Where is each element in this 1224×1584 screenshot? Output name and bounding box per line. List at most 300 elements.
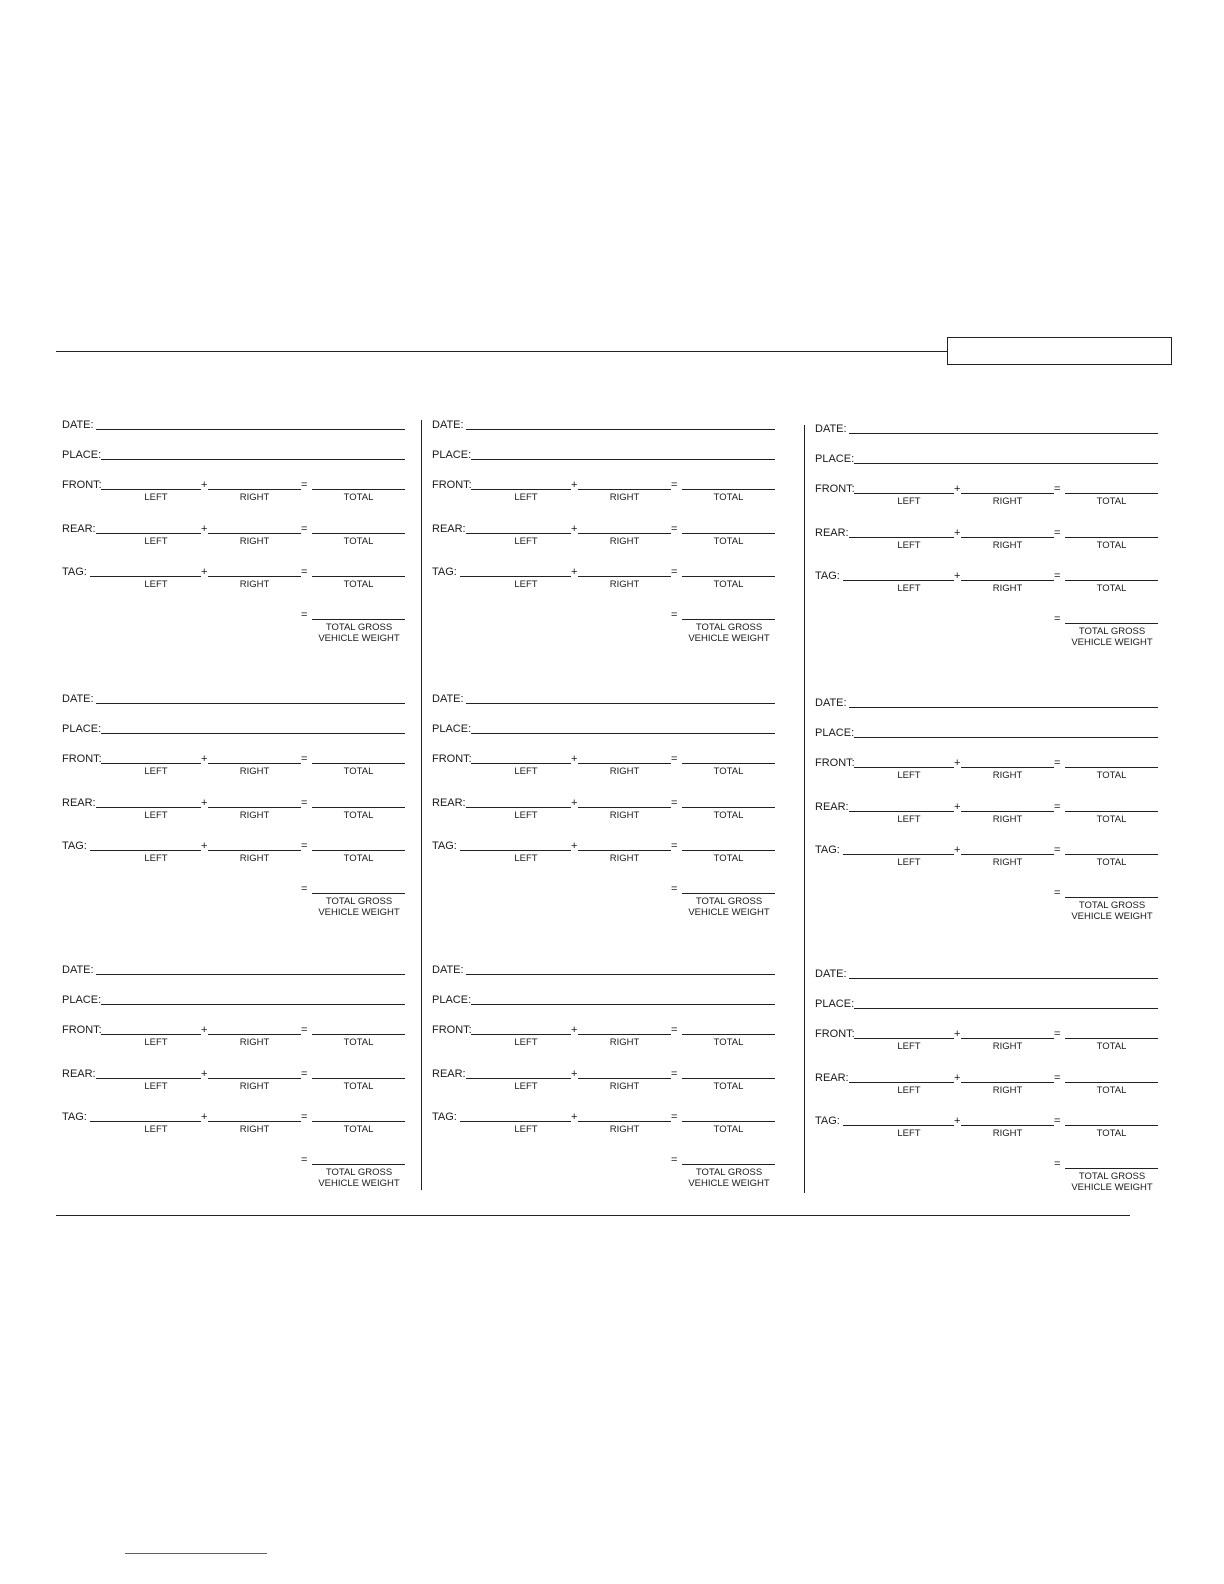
rear-total-field[interactable] (682, 533, 775, 534)
plus-sign: + (954, 527, 961, 539)
equals-sign: = (301, 1024, 308, 1036)
rear-right-field[interactable] (578, 533, 671, 534)
plus-sign: + (571, 1068, 578, 1080)
equals-sign: = (671, 609, 678, 621)
left-caption: LEFT (514, 579, 538, 590)
tag-total-field[interactable] (312, 1121, 405, 1122)
right-caption: RIGHT (609, 492, 640, 503)
gross-caption-line2: VEHICLE WEIGHT (1071, 911, 1153, 922)
gross-weight-caption (682, 622, 776, 644)
gross-caption-line1: TOTAL GROSS (325, 1167, 393, 1178)
equals-sign: = (1054, 1115, 1061, 1127)
place-field[interactable] (101, 733, 405, 734)
left-caption: LEFT (514, 1124, 538, 1135)
front-left-field[interactable] (854, 1038, 954, 1039)
place-field[interactable] (471, 733, 775, 734)
weight-record-3 (815, 423, 1159, 663)
front-left-field[interactable] (854, 767, 954, 768)
front-label: FRONT: (432, 479, 472, 491)
right-caption: RIGHT (239, 579, 270, 590)
rear-total-field[interactable] (1065, 811, 1158, 812)
right-caption: RIGHT (239, 810, 270, 821)
gross-caption-line1: TOTAL GROSS (695, 896, 763, 907)
rear-left-field[interactable] (96, 1078, 201, 1079)
weight-record-9 (815, 968, 1159, 1208)
front-total-field[interactable] (1065, 493, 1158, 494)
left-caption: LEFT (897, 770, 921, 781)
total-caption: TOTAL (713, 1081, 744, 1092)
rear-total-field[interactable] (1065, 1082, 1158, 1083)
equals-sign: = (671, 566, 678, 578)
front-left-field[interactable] (101, 489, 201, 490)
tag-label: TAG: (62, 840, 87, 852)
gross-weight-caption (1065, 626, 1159, 648)
left-caption: LEFT (144, 1124, 168, 1135)
total-caption: TOTAL (713, 492, 744, 503)
right-caption: RIGHT (609, 853, 640, 864)
equals-sign: = (671, 840, 678, 852)
tag-left-field[interactable] (843, 1125, 954, 1126)
equals-sign: = (301, 609, 308, 621)
rear-label: REAR: (62, 797, 96, 809)
tag-right-field[interactable] (208, 850, 301, 851)
total-caption: TOTAL (713, 1037, 744, 1048)
front-right-field[interactable] (208, 1034, 301, 1035)
total-caption: TOTAL (1096, 1128, 1127, 1139)
rear-left-field[interactable] (849, 537, 954, 538)
tag-label: TAG: (815, 1115, 840, 1127)
tag-right-field[interactable] (208, 1121, 301, 1122)
total-caption: TOTAL (1096, 770, 1127, 781)
front-label: FRONT: (432, 1024, 472, 1036)
rear-total-field[interactable] (682, 1078, 775, 1079)
left-caption: LEFT (514, 853, 538, 864)
place-label: PLACE: (815, 998, 855, 1010)
equals-sign: = (1054, 527, 1061, 539)
gross-caption-line1: TOTAL GROSS (325, 896, 393, 907)
left-caption: LEFT (144, 853, 168, 864)
left-caption: LEFT (897, 496, 921, 507)
bottom-rule (56, 1215, 1130, 1216)
gross-weight-field[interactable] (312, 619, 405, 620)
front-label: FRONT: (815, 1028, 855, 1040)
rear-right-field[interactable] (961, 537, 1054, 538)
rear-label: REAR: (62, 1068, 96, 1080)
right-caption: RIGHT (609, 536, 640, 547)
front-total-field[interactable] (1065, 1038, 1158, 1039)
front-label: FRONT: (62, 479, 102, 491)
tag-total-field[interactable] (682, 850, 775, 851)
tag-label: TAG: (815, 844, 840, 856)
tag-total-field[interactable] (312, 850, 405, 851)
tag-left-field[interactable] (90, 850, 201, 851)
date-field[interactable] (96, 429, 405, 430)
rear-right-field[interactable] (961, 1082, 1054, 1083)
equals-sign: = (301, 1111, 308, 1123)
weight-record-1 (62, 419, 406, 659)
tag-right-field[interactable] (961, 1125, 1054, 1126)
tag-left-field[interactable] (460, 1121, 571, 1122)
date-field[interactable] (849, 433, 1158, 434)
rear-total-field[interactable] (312, 1078, 405, 1079)
right-caption: RIGHT (239, 1081, 270, 1092)
rear-left-field[interactable] (849, 811, 954, 812)
left-caption: LEFT (514, 766, 538, 777)
plus-sign: + (954, 1115, 961, 1127)
gross-weight-caption (312, 1167, 406, 1189)
total-caption: TOTAL (1096, 1085, 1127, 1096)
equals-sign: = (301, 1154, 308, 1166)
date-field[interactable] (466, 703, 775, 704)
left-caption: LEFT (514, 536, 538, 547)
rear-total-field[interactable] (312, 807, 405, 808)
rear-right-field[interactable] (208, 1078, 301, 1079)
rear-label: REAR: (432, 523, 466, 535)
gross-caption-line2: VEHICLE WEIGHT (688, 907, 770, 918)
front-label: FRONT: (815, 483, 855, 495)
plus-sign: + (954, 1072, 961, 1084)
date-field[interactable] (849, 707, 1158, 708)
place-field[interactable] (854, 463, 1158, 464)
tag-total-field[interactable] (312, 576, 405, 577)
front-left-field[interactable] (854, 493, 954, 494)
right-caption: RIGHT (609, 579, 640, 590)
total-caption: TOTAL (713, 810, 744, 821)
equals-sign: = (1054, 1158, 1061, 1170)
equals-sign: = (301, 840, 308, 852)
date-field[interactable] (96, 974, 405, 975)
plus-sign: + (571, 566, 578, 578)
tag-left-field[interactable] (460, 850, 571, 851)
rear-left-field[interactable] (466, 1078, 571, 1079)
front-total-field[interactable] (682, 1034, 775, 1035)
gross-weight-field[interactable] (1065, 623, 1158, 624)
gross-caption-line2: VEHICLE WEIGHT (318, 907, 400, 918)
left-caption: LEFT (144, 579, 168, 590)
left-caption: LEFT (897, 814, 921, 825)
equals-sign: = (671, 797, 678, 809)
front-right-field[interactable] (578, 489, 671, 490)
rear-label: REAR: (62, 523, 96, 535)
rear-left-field[interactable] (96, 533, 201, 534)
total-caption: TOTAL (1096, 540, 1127, 551)
date-label: DATE: (62, 419, 94, 431)
front-left-field[interactable] (101, 1034, 201, 1035)
tag-label: TAG: (62, 1111, 87, 1123)
tag-label: TAG: (432, 1111, 457, 1123)
left-caption: LEFT (514, 1081, 538, 1092)
date-label: DATE: (62, 693, 94, 705)
gross-weight-caption (682, 1167, 776, 1189)
left-caption: LEFT (897, 1041, 921, 1052)
gross-weight-caption (312, 622, 406, 644)
date-field[interactable] (96, 703, 405, 704)
front-total-field[interactable] (1065, 767, 1158, 768)
front-total-field[interactable] (682, 763, 775, 764)
plus-sign: + (954, 844, 961, 856)
total-caption: TOTAL (343, 1124, 374, 1135)
plus-sign: + (954, 570, 961, 582)
place-field[interactable] (101, 1004, 405, 1005)
right-caption: RIGHT (609, 1124, 640, 1135)
place-field[interactable] (471, 459, 775, 460)
tag-left-field[interactable] (843, 854, 954, 855)
column-divider-1 (421, 420, 422, 1190)
front-right-field[interactable] (961, 493, 1054, 494)
total-caption: TOTAL (1096, 814, 1127, 825)
equals-sign: = (301, 883, 308, 895)
plus-sign: + (954, 801, 961, 813)
gross-weight-field[interactable] (312, 893, 405, 894)
total-caption: TOTAL (343, 853, 374, 864)
plus-sign: + (954, 483, 961, 495)
tag-right-field[interactable] (578, 1121, 671, 1122)
gross-caption-line1: TOTAL GROSS (1078, 900, 1146, 911)
total-caption: TOTAL (713, 536, 744, 547)
right-caption: RIGHT (609, 1081, 640, 1092)
plus-sign: + (571, 840, 578, 852)
equals-sign: = (1054, 613, 1061, 625)
right-caption: RIGHT (239, 492, 270, 503)
total-caption: TOTAL (343, 536, 374, 547)
equals-sign: = (1054, 570, 1061, 582)
equals-sign: = (671, 883, 678, 895)
front-right-field[interactable] (961, 767, 1054, 768)
plus-sign: + (571, 797, 578, 809)
right-caption: RIGHT (239, 766, 270, 777)
tag-right-field[interactable] (578, 576, 671, 577)
equals-sign: = (301, 566, 308, 578)
equals-sign: = (301, 479, 308, 491)
rear-label: REAR: (815, 801, 849, 813)
tag-left-field[interactable] (843, 580, 954, 581)
place-field[interactable] (854, 737, 1158, 738)
tag-right-field[interactable] (578, 850, 671, 851)
place-label: PLACE: (62, 994, 102, 1006)
right-caption: RIGHT (609, 1037, 640, 1048)
place-label: PLACE: (815, 453, 855, 465)
left-caption: LEFT (897, 857, 921, 868)
top-rule (56, 351, 948, 352)
plus-sign: + (201, 479, 208, 491)
tag-total-field[interactable] (1065, 1125, 1158, 1126)
right-caption: RIGHT (992, 1128, 1023, 1139)
right-caption: RIGHT (992, 1041, 1023, 1052)
equals-sign: = (671, 1068, 678, 1080)
gross-weight-field[interactable] (682, 893, 775, 894)
equals-sign: = (671, 1111, 678, 1123)
left-caption: LEFT (144, 492, 168, 503)
gross-weight-caption (1065, 900, 1159, 922)
right-caption: RIGHT (992, 857, 1023, 868)
place-field[interactable] (101, 459, 405, 460)
front-left-field[interactable] (471, 763, 571, 764)
date-label: DATE: (432, 419, 464, 431)
equals-sign: = (671, 523, 678, 535)
equals-sign: = (671, 753, 678, 765)
front-left-field[interactable] (101, 763, 201, 764)
rear-right-field[interactable] (961, 811, 1054, 812)
gross-caption-line2: VEHICLE WEIGHT (688, 633, 770, 644)
place-label: PLACE: (62, 449, 102, 461)
plus-sign: + (571, 1024, 578, 1036)
front-label: FRONT: (62, 753, 102, 765)
equals-sign: = (1054, 1028, 1061, 1040)
plus-sign: + (201, 1068, 208, 1080)
total-caption: TOTAL (343, 810, 374, 821)
equals-sign: = (1054, 887, 1061, 899)
weight-record-5 (432, 693, 776, 933)
tag-total-field[interactable] (1065, 580, 1158, 581)
right-caption: RIGHT (992, 540, 1023, 551)
tag-left-field[interactable] (460, 576, 571, 577)
date-label: DATE: (815, 697, 847, 709)
left-caption: LEFT (897, 1128, 921, 1139)
place-field[interactable] (471, 1004, 775, 1005)
date-label: DATE: (62, 964, 94, 976)
equals-sign: = (1054, 801, 1061, 813)
front-total-field[interactable] (312, 489, 405, 490)
place-label: PLACE: (815, 727, 855, 739)
equals-sign: = (301, 523, 308, 535)
total-caption: TOTAL (1096, 857, 1127, 868)
rear-left-field[interactable] (96, 807, 201, 808)
rear-total-field[interactable] (1065, 537, 1158, 538)
place-label: PLACE: (432, 994, 472, 1006)
plus-sign: + (571, 1111, 578, 1123)
tag-right-field[interactable] (961, 580, 1054, 581)
rear-label: REAR: (815, 1072, 849, 1084)
right-caption: RIGHT (609, 766, 640, 777)
gross-caption-line2: VEHICLE WEIGHT (318, 633, 400, 644)
plus-sign: + (201, 840, 208, 852)
right-caption: RIGHT (239, 1124, 270, 1135)
gross-weight-field[interactable] (312, 1164, 405, 1165)
header-entry-box[interactable] (947, 337, 1172, 365)
equals-sign: = (1054, 1072, 1061, 1084)
rear-right-field[interactable] (578, 1078, 671, 1079)
tag-right-field[interactable] (961, 854, 1054, 855)
total-caption: TOTAL (343, 1037, 374, 1048)
footer-link-underline[interactable] (125, 1553, 267, 1554)
right-caption: RIGHT (992, 1085, 1023, 1096)
left-caption: LEFT (897, 540, 921, 551)
rear-left-field[interactable] (466, 807, 571, 808)
left-caption: LEFT (897, 583, 921, 594)
equals-sign: = (301, 797, 308, 809)
equals-sign: = (671, 479, 678, 491)
gross-caption-line2: VEHICLE WEIGHT (318, 1178, 400, 1189)
front-left-field[interactable] (471, 1034, 571, 1035)
equals-sign: = (671, 1024, 678, 1036)
total-caption: TOTAL (343, 1081, 374, 1092)
gross-weight-field[interactable] (1065, 1168, 1158, 1169)
front-right-field[interactable] (578, 763, 671, 764)
gross-weight-field[interactable] (1065, 897, 1158, 898)
gross-caption-line1: TOTAL GROSS (695, 622, 763, 633)
tag-total-field[interactable] (682, 576, 775, 577)
gross-caption-line1: TOTAL GROSS (1078, 1171, 1146, 1182)
front-right-field[interactable] (961, 1038, 1054, 1039)
right-caption: RIGHT (992, 496, 1023, 507)
tag-total-field[interactable] (682, 1121, 775, 1122)
date-label: DATE: (815, 968, 847, 980)
left-caption: LEFT (144, 810, 168, 821)
right-caption: RIGHT (239, 536, 270, 547)
column-divider-2 (804, 425, 805, 1193)
tag-right-field[interactable] (208, 576, 301, 577)
front-total-field[interactable] (682, 489, 775, 490)
front-total-field[interactable] (312, 763, 405, 764)
gross-caption-line2: VEHICLE WEIGHT (1071, 637, 1153, 648)
front-label: FRONT: (432, 753, 472, 765)
rear-total-field[interactable] (682, 807, 775, 808)
tag-left-field[interactable] (90, 576, 201, 577)
rear-right-field[interactable] (208, 533, 301, 534)
plus-sign: + (201, 1111, 208, 1123)
rear-right-field[interactable] (578, 807, 671, 808)
equals-sign: = (301, 1068, 308, 1080)
left-caption: LEFT (514, 492, 538, 503)
gross-weight-field[interactable] (682, 619, 775, 620)
equals-sign: = (301, 753, 308, 765)
right-caption: RIGHT (992, 770, 1023, 781)
date-field[interactable] (849, 978, 1158, 979)
rear-right-field[interactable] (208, 807, 301, 808)
front-right-field[interactable] (208, 763, 301, 764)
gross-caption-line2: VEHICLE WEIGHT (688, 1178, 770, 1189)
tag-total-field[interactable] (1065, 854, 1158, 855)
plus-sign: + (954, 1028, 961, 1040)
rear-left-field[interactable] (466, 533, 571, 534)
weight-record-8 (432, 964, 776, 1204)
equals-sign: = (1054, 757, 1061, 769)
date-field[interactable] (466, 429, 775, 430)
front-total-field[interactable] (312, 1034, 405, 1035)
rear-total-field[interactable] (312, 533, 405, 534)
plus-sign: + (201, 753, 208, 765)
left-caption: LEFT (144, 766, 168, 777)
front-left-field[interactable] (471, 489, 571, 490)
plus-sign: + (201, 1024, 208, 1036)
gross-caption-line1: TOTAL GROSS (325, 622, 393, 633)
total-caption: TOTAL (713, 1124, 744, 1135)
rear-label: REAR: (432, 1068, 466, 1080)
total-caption: TOTAL (1096, 583, 1127, 594)
gross-weight-caption (1065, 1171, 1159, 1193)
gross-weight-caption (312, 896, 406, 918)
gross-caption-line1: TOTAL GROSS (1078, 626, 1146, 637)
weight-record-2 (432, 419, 776, 659)
gross-weight-field[interactable] (682, 1164, 775, 1165)
total-caption: TOTAL (343, 579, 374, 590)
date-label: DATE: (815, 423, 847, 435)
total-caption: TOTAL (1096, 496, 1127, 507)
front-label: FRONT: (62, 1024, 102, 1036)
rear-label: REAR: (432, 797, 466, 809)
equals-sign: = (1054, 483, 1061, 495)
front-right-field[interactable] (578, 1034, 671, 1035)
place-field[interactable] (854, 1008, 1158, 1009)
equals-sign: = (671, 1154, 678, 1166)
front-right-field[interactable] (208, 489, 301, 490)
gross-weight-caption (682, 896, 776, 918)
rear-label: REAR: (815, 527, 849, 539)
date-field[interactable] (466, 974, 775, 975)
left-caption: LEFT (144, 1037, 168, 1048)
tag-left-field[interactable] (90, 1121, 201, 1122)
rear-left-field[interactable] (849, 1082, 954, 1083)
